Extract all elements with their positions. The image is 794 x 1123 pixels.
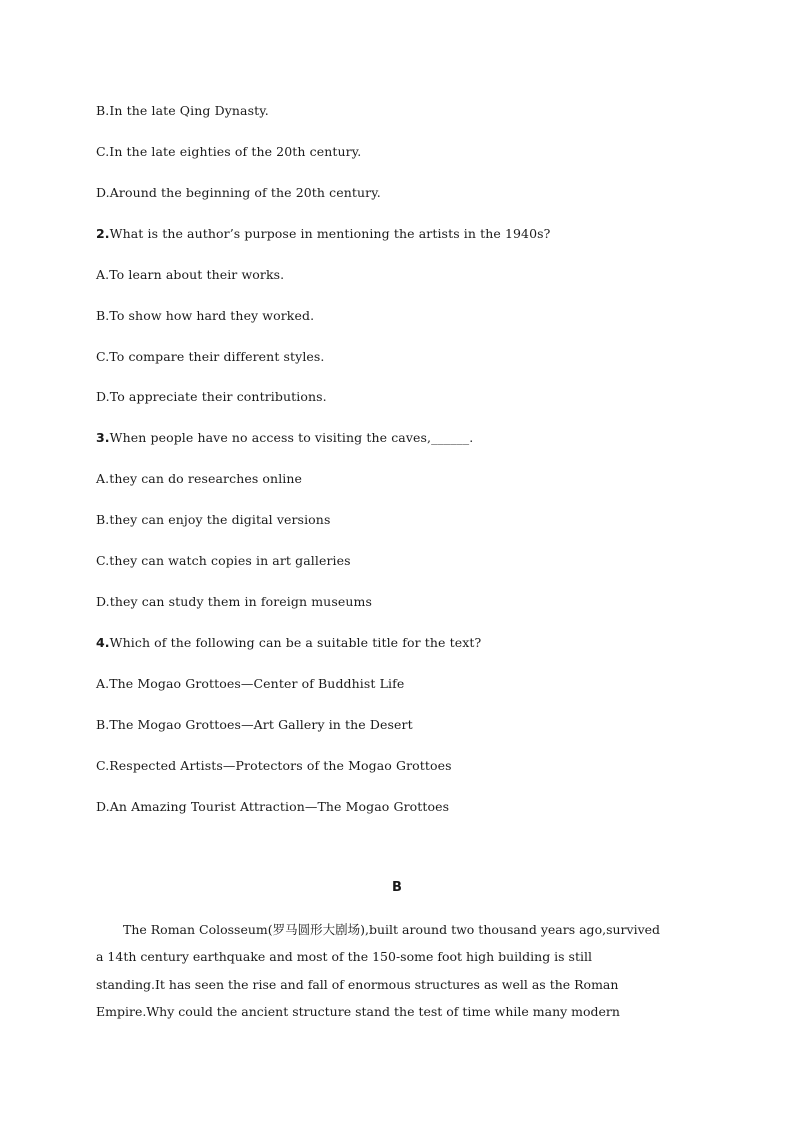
q3-option-d: D.they can study them in foreign museums	[96, 594, 372, 609]
passage-line: The Roman Colosseum(罗马圆形大剧场),built around two thousand years ago,survived	[123, 922, 661, 937]
q4-stem: Which of the following can be a suitable title for the text?	[109, 635, 482, 650]
q4-number: 4.	[96, 635, 110, 650]
q2-option-d: D.To appreciate their contributions.	[96, 389, 327, 404]
q1-option-c: C.In the late eighties of the 20th century.	[96, 144, 362, 159]
q4-option-d: D.An Amazing Tourist Attraction—The Mogao Grottoes	[96, 799, 450, 814]
q3-stem: When people have no access to visiting the caves,______.	[109, 430, 474, 445]
q1-option-d: D.Around the beginning of the 20th century.	[96, 185, 381, 200]
q2-option-b: B.To show how hard they worked.	[96, 308, 315, 323]
q2-option-c: C.To compare their different styles.	[96, 349, 325, 364]
q2-number: 2.	[96, 226, 110, 241]
q3-option-c: C.they can watch copies in art galleries	[96, 553, 351, 568]
q4-option-c: C.Respected Artists—Protectors of the Mogao Grottoes	[96, 758, 452, 773]
section-b-title: B	[392, 880, 402, 895]
q2-stem: What is the author’s purpose in mentioning the artists in the 1940s?	[109, 226, 551, 241]
q4-option-b: B.The Mogao Grottoes—Art Gallery in the Desert	[96, 717, 413, 732]
q4-option-a: A.The Mogao Grottoes—Center of Buddhist Life	[96, 676, 405, 691]
q3-option-a: A.they can do researches online	[96, 471, 303, 486]
passage-line: standing.It has seen the rise and fall of enormous structures as well as the Roman	[96, 977, 619, 992]
q4-question	[96, 635, 481, 651]
q3-number: 3.	[96, 430, 110, 445]
q3-question	[96, 430, 473, 446]
q2-question	[96, 226, 550, 242]
q1-option-b: B.In the late Qing Dynasty.	[96, 103, 269, 118]
passage-line: Empire.Why could the ancient structure stand the test of time while many modern	[96, 1004, 620, 1019]
q2-option-a: A.To learn about their works.	[96, 267, 285, 282]
q3-option-b: B.they can enjoy the digital versions	[96, 512, 331, 527]
passage-line: a 14th century earthquake and most of the 150-some foot high building is still	[96, 949, 592, 964]
